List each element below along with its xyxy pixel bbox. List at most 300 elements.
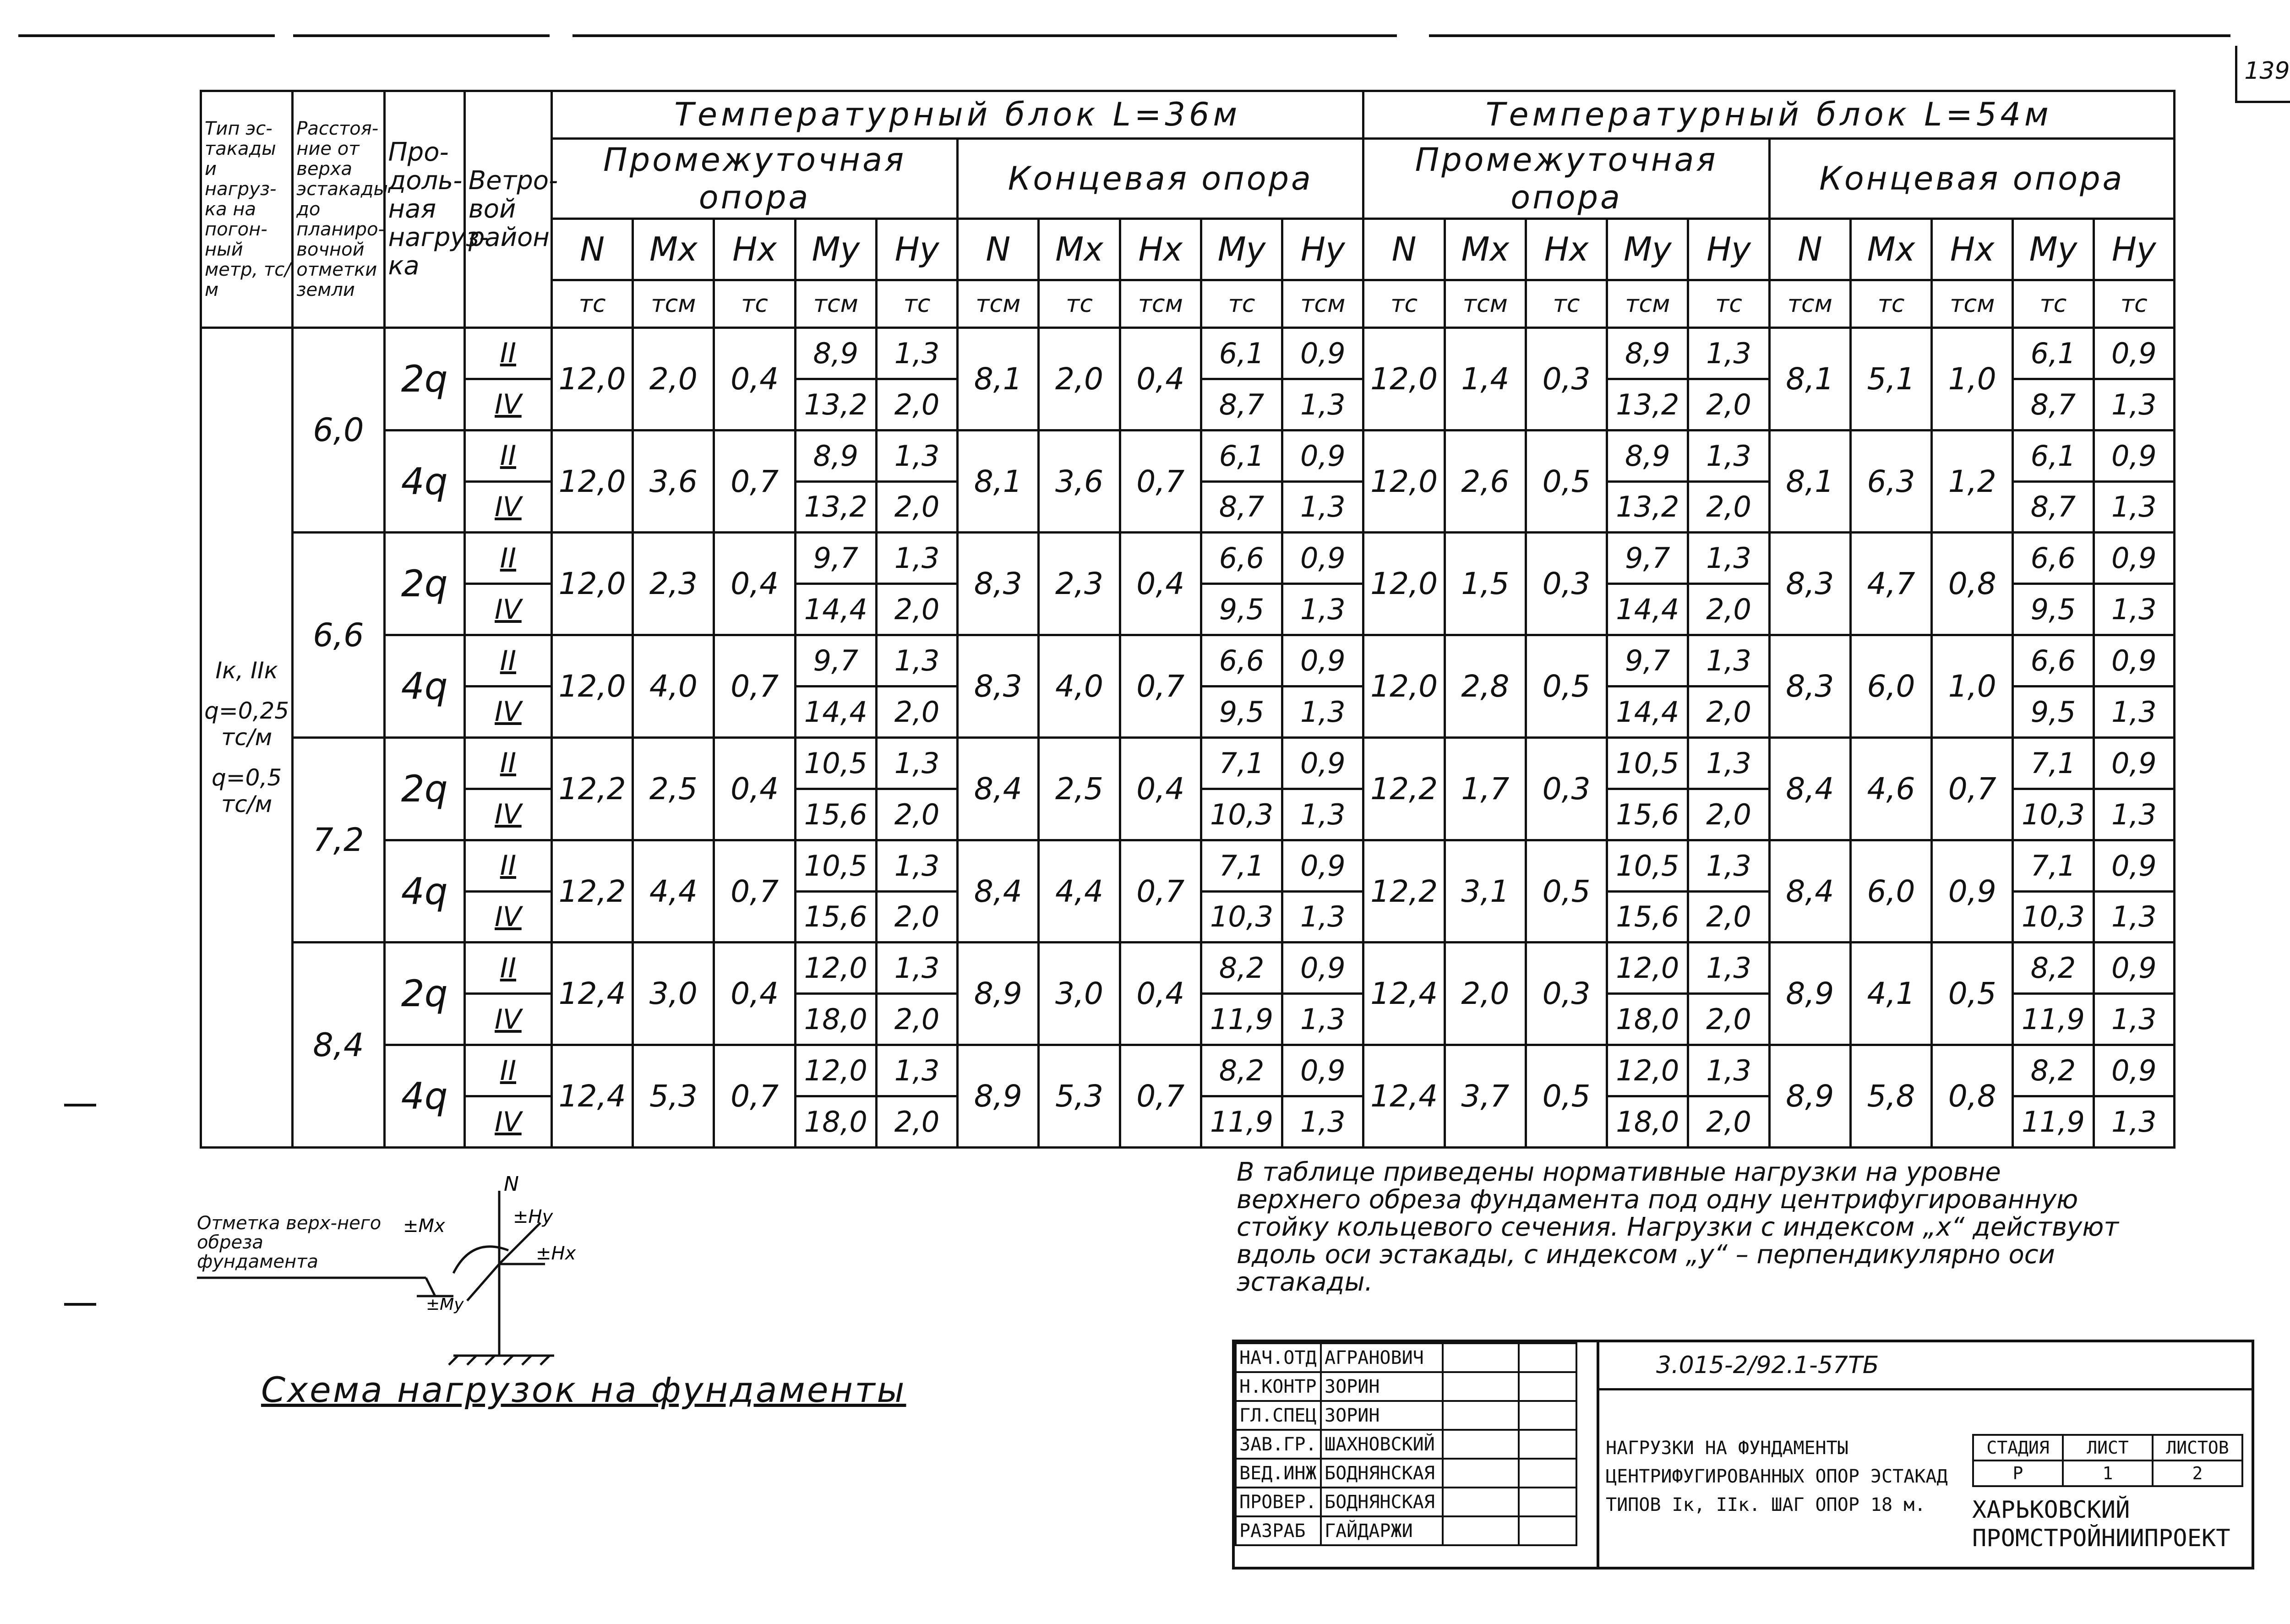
header-intermediate-36: Промежуточная опора <box>552 138 958 218</box>
sheet-value: 1 <box>2063 1461 2153 1486</box>
value-cell: 1,5 <box>1445 533 1526 635</box>
top-border-line <box>1429 34 2230 37</box>
document-code: 3.015-2/92.1-57ТБ <box>1656 1352 1879 1379</box>
name-cell: ГАЙДАРЖИ <box>1321 1516 1443 1545</box>
value-cell: 7,1 <box>1201 737 1282 789</box>
value-cell: 1,3 <box>876 533 957 584</box>
header-var-Hx: Hx <box>1526 218 1607 280</box>
value-cell: 10,3 <box>1201 789 1282 840</box>
value-cell: 0,7 <box>1932 737 2013 840</box>
value-cell: 8,7 <box>1201 481 1282 533</box>
title-block <box>1232 1340 2254 1570</box>
load-cell: 2q <box>384 737 464 840</box>
value-cell: 1,3 <box>1282 687 1363 738</box>
value-cell: 2,0 <box>876 379 957 430</box>
margin-mark <box>64 1104 96 1106</box>
value-cell: 15,6 <box>795 891 876 943</box>
load-cell: 4q <box>384 1045 464 1148</box>
value-cell: 14,4 <box>795 687 876 738</box>
header-unit: тс <box>2094 280 2174 328</box>
page-number: 139 <box>2235 46 2290 103</box>
value-cell: 12,0 <box>552 533 633 635</box>
header-unit: тсм <box>1607 280 1688 328</box>
value-cell: 2,0 <box>876 481 957 533</box>
header-var-My: My <box>2013 218 2094 280</box>
value-cell: 0,3 <box>1526 737 1607 840</box>
value-cell: 2,0 <box>1688 379 1769 430</box>
value-cell: 0,7 <box>1120 635 1201 738</box>
value-cell: 6,6 <box>2013 635 2094 687</box>
value-cell: 1,2 <box>1932 430 2013 533</box>
value-cell: 14,4 <box>1607 584 1688 635</box>
value-cell: 0,8 <box>1932 1045 2013 1148</box>
value-cell: 5,3 <box>1039 1045 1120 1148</box>
value-cell: 4,4 <box>1039 840 1120 943</box>
role-cell: ВЕД.ИНЖ <box>1236 1459 1321 1488</box>
value-cell: 18,0 <box>795 1096 876 1148</box>
label-Mx: ±Mx <box>403 1215 445 1237</box>
value-cell: 8,3 <box>958 533 1039 635</box>
value-cell: 4,1 <box>1850 943 1931 1045</box>
value-cell: 2,0 <box>876 994 957 1045</box>
value-cell: 13,2 <box>1607 379 1688 430</box>
table-row <box>201 327 2175 379</box>
value-cell: 0,5 <box>1526 840 1607 943</box>
value-cell: 8,9 <box>1769 943 1850 1045</box>
distance-cell: 6,0 <box>293 327 384 533</box>
value-cell: 0,9 <box>2094 327 2174 379</box>
value-cell: 12,4 <box>1363 1045 1445 1148</box>
value-cell: 9,7 <box>1607 635 1688 687</box>
wind-region-cell: II <box>464 327 551 379</box>
wind-region-cell: IV <box>464 584 551 635</box>
value-cell: 1,3 <box>1688 1045 1769 1096</box>
value-cell: 0,9 <box>1282 327 1363 379</box>
value-cell: 12,4 <box>552 943 633 1045</box>
value-cell: 11,9 <box>2013 1096 2094 1148</box>
header-unit: тс <box>876 280 957 328</box>
stamp-hline <box>1599 1388 2252 1390</box>
header-end-54: Концевая опора <box>1769 138 2174 218</box>
value-cell: 6,1 <box>1201 327 1282 379</box>
header-var-Hx: Hx <box>1120 218 1201 280</box>
value-cell: 4,0 <box>1039 635 1120 738</box>
top-border-line <box>18 34 275 37</box>
value-cell: 12,0 <box>1363 327 1445 430</box>
header-unit: тс <box>1201 280 1282 328</box>
value-cell: 0,4 <box>714 327 795 430</box>
value-cell: 1,7 <box>1445 737 1526 840</box>
margin-mark <box>64 1303 96 1306</box>
value-cell: 1,3 <box>1282 789 1363 840</box>
date-cell <box>1519 1343 1576 1372</box>
date-cell <box>1519 1401 1576 1430</box>
signature-cell <box>1443 1430 1519 1459</box>
value-cell: 2,0 <box>876 1096 957 1148</box>
value-cell: 3,6 <box>1039 430 1120 533</box>
value-cell: 8,3 <box>958 635 1039 738</box>
table-row <box>201 635 2175 687</box>
header-unit: тсм <box>1932 280 2013 328</box>
value-cell: 3,1 <box>1445 840 1526 943</box>
organization-name: ХАРЬКОВСКИЙ ПРОМСТРОЙНИИПРОЕКТ <box>1972 1496 2230 1552</box>
value-cell: 0,9 <box>1282 430 1363 481</box>
header-var-Mx: Mx <box>1850 218 1931 280</box>
stage-table <box>1972 1434 2243 1487</box>
value-cell: 6,1 <box>2013 430 2094 481</box>
header-var-Hx: Hx <box>1932 218 2013 280</box>
value-cell: 9,5 <box>1201 687 1282 738</box>
value-cell: 8,2 <box>2013 943 2094 994</box>
value-cell: 2,8 <box>1445 635 1526 738</box>
header-unit: тсм <box>795 280 876 328</box>
value-cell: 8,4 <box>1769 840 1850 943</box>
value-cell: 0,5 <box>1526 1045 1607 1148</box>
value-cell: 8,2 <box>1201 1045 1282 1096</box>
value-cell: 2,5 <box>1039 737 1120 840</box>
name-cell: ЗОРИН <box>1321 1401 1443 1430</box>
value-cell: 8,9 <box>1607 327 1688 379</box>
value-cell: 1,3 <box>876 430 957 481</box>
value-cell: 1,3 <box>1282 1096 1363 1148</box>
value-cell: 0,5 <box>1932 943 2013 1045</box>
value-cell: 13,2 <box>795 379 876 430</box>
value-cell: 8,9 <box>958 1045 1039 1148</box>
header-unit: тсм <box>633 280 714 328</box>
value-cell: 2,0 <box>876 584 957 635</box>
value-cell: 0,4 <box>1120 943 1201 1045</box>
value-cell: 1,3 <box>1688 533 1769 584</box>
value-cell: 10,5 <box>795 840 876 891</box>
value-cell: 1,4 <box>1445 327 1526 430</box>
signatures-table <box>1235 1342 1577 1546</box>
value-cell: 15,6 <box>1607 789 1688 840</box>
load-cell: 2q <box>384 327 464 430</box>
value-cell: 12,4 <box>552 1045 633 1148</box>
type-q2: q=0,5 тс/м <box>212 764 282 818</box>
signature-row <box>1236 1488 1576 1516</box>
value-cell: 10,3 <box>2013 789 2094 840</box>
header-block-54: Температурный блок L=54м <box>1363 91 2175 139</box>
value-cell: 12,0 <box>1607 943 1688 994</box>
value-cell: 18,0 <box>1607 994 1688 1045</box>
sheets-value: 2 <box>2153 1461 2242 1486</box>
value-cell: 4,7 <box>1850 533 1931 635</box>
wind-region-cell: II <box>464 1045 551 1096</box>
value-cell: 9,7 <box>795 533 876 584</box>
value-cell: 0,9 <box>1282 533 1363 584</box>
header-unit: тсм <box>958 280 1039 328</box>
header-type: Тип эс-такады и нагруз-ка на погон-ный метр, тс/м <box>201 91 293 328</box>
value-cell: 0,9 <box>2094 635 2174 687</box>
value-cell: 1,3 <box>876 635 957 687</box>
value-cell: 0,9 <box>1282 840 1363 891</box>
value-cell: 8,3 <box>1769 533 1850 635</box>
value-cell: 1,3 <box>2094 994 2174 1045</box>
value-cell: 0,5 <box>1526 430 1607 533</box>
value-cell: 1,0 <box>1932 327 2013 430</box>
value-cell: 8,1 <box>958 327 1039 430</box>
date-cell <box>1519 1430 1576 1459</box>
value-cell: 2,0 <box>1688 891 1769 943</box>
value-cell: 1,3 <box>2094 789 2174 840</box>
header-var-Hy: Hy <box>2094 218 2174 280</box>
value-cell: 12,2 <box>1363 737 1445 840</box>
value-cell: 2,0 <box>1039 327 1120 430</box>
value-cell: 8,1 <box>1769 430 1850 533</box>
value-cell: 0,7 <box>1120 430 1201 533</box>
value-cell: 4,6 <box>1850 737 1931 840</box>
value-cell: 8,4 <box>958 840 1039 943</box>
signature-row <box>1236 1372 1576 1401</box>
value-cell: 2,0 <box>876 891 957 943</box>
label-Hx: ±Hx <box>536 1243 576 1264</box>
value-cell: 5,1 <box>1850 327 1931 430</box>
value-cell: 2,3 <box>1039 533 1120 635</box>
header-unit: тсм <box>1120 280 1201 328</box>
drawing-title: НАГРУЗКИ НА ФУНДАМЕНТЫ ЦЕНТРИФУГИРОВАННЫХ ОПОР ЭСТАКАД ТИПОВ Iк, IIк. ШАГ ОПОР 18 м. <box>1606 1438 1948 1515</box>
value-cell: 1,3 <box>876 840 957 891</box>
value-cell: 2,3 <box>633 533 714 635</box>
header-intermediate-54: Промежуточная опора <box>1363 138 1769 218</box>
header-unit: тсм <box>1769 280 1850 328</box>
value-cell: 5,3 <box>633 1045 714 1148</box>
value-cell: 8,3 <box>1769 635 1850 738</box>
value-cell: 1,3 <box>1282 584 1363 635</box>
value-cell: 0,9 <box>2094 1045 2174 1096</box>
header-var-Hy: Hy <box>1282 218 1363 280</box>
signature-row <box>1236 1459 1576 1488</box>
value-cell: 1,3 <box>1688 737 1769 789</box>
value-cell: 10,3 <box>2013 891 2094 943</box>
value-cell: 6,6 <box>1201 635 1282 687</box>
wind-region-cell: IV <box>464 994 551 1045</box>
value-cell: 8,7 <box>1201 379 1282 430</box>
loads-table <box>200 90 2176 1149</box>
value-cell: 8,9 <box>958 943 1039 1045</box>
value-cell: 3,0 <box>1039 943 1120 1045</box>
header-unit: тсм <box>1445 280 1526 328</box>
header-unit: тс <box>1850 280 1931 328</box>
value-cell: 12,0 <box>795 943 876 994</box>
value-cell: 0,7 <box>714 840 795 943</box>
value-cell: 0,7 <box>714 635 795 738</box>
value-cell: 1,3 <box>1282 379 1363 430</box>
wind-region-cell: IV <box>464 891 551 943</box>
header-unit: тс <box>1363 280 1445 328</box>
value-cell: 1,3 <box>2094 1096 2174 1148</box>
date-cell <box>1519 1372 1576 1401</box>
role-cell: ЗАВ.ГР. <box>1236 1430 1321 1459</box>
value-cell: 5,8 <box>1850 1045 1931 1148</box>
value-cell: 6,6 <box>1201 533 1282 584</box>
value-cell: 6,1 <box>2013 327 2094 379</box>
value-cell: 0,3 <box>1526 943 1607 1045</box>
wind-region-cell: II <box>464 635 551 687</box>
wind-region-cell: IV <box>464 481 551 533</box>
header-end-36: Концевая опора <box>958 138 1363 218</box>
signature-cell <box>1443 1343 1519 1372</box>
value-cell: 1,3 <box>1688 840 1769 891</box>
role-cell: ПРОВЕР. <box>1236 1488 1321 1516</box>
value-cell: 2,0 <box>633 327 714 430</box>
header-var-Hx: Hx <box>714 218 795 280</box>
value-cell: 8,9 <box>795 430 876 481</box>
value-cell: 0,4 <box>1120 533 1201 635</box>
value-cell: 1,3 <box>2094 584 2174 635</box>
wind-region-cell: IV <box>464 379 551 430</box>
value-cell: 0,4 <box>714 533 795 635</box>
name-cell: ШАХНОВСКИЙ <box>1321 1430 1443 1459</box>
distance-cell: 8,4 <box>293 943 384 1148</box>
value-cell: 6,0 <box>1850 840 1931 943</box>
label-foundation-mark: Отметка верх-него обреза фундамента <box>197 1213 382 1272</box>
scheme-title: Схема нагрузок на фундаменты <box>261 1369 906 1410</box>
header-var-Hy: Hy <box>1688 218 1769 280</box>
name-cell: БОДНЯНСКАЯ <box>1321 1488 1443 1516</box>
type-cell <box>201 327 293 1147</box>
signature-row <box>1236 1516 1576 1545</box>
value-cell: 0,4 <box>1120 327 1201 430</box>
value-cell: 1,3 <box>2094 379 2174 430</box>
header-unit: тс <box>2013 280 2094 328</box>
date-cell <box>1519 1459 1576 1488</box>
value-cell: 2,0 <box>1445 943 1526 1045</box>
wind-region-cell: II <box>464 430 551 481</box>
value-cell: 12,0 <box>1363 430 1445 533</box>
value-cell: 15,6 <box>795 789 876 840</box>
header-longitudinal: Про-доль-ная нагруз-ка <box>384 91 464 328</box>
load-cell: 4q <box>384 635 464 738</box>
value-cell: 12,2 <box>552 840 633 943</box>
header-var-My: My <box>1607 218 1688 280</box>
header-unit: тс <box>1526 280 1607 328</box>
header-var-N: N <box>1363 218 1445 280</box>
value-cell: 18,0 <box>1607 1096 1688 1148</box>
value-cell: 12,0 <box>1363 635 1445 738</box>
value-cell: 8,1 <box>1769 327 1850 430</box>
label-Hy: ±Hy <box>513 1206 553 1227</box>
header-var-Mx: Mx <box>1039 218 1120 280</box>
value-cell: 18,0 <box>795 994 876 1045</box>
date-cell <box>1519 1516 1576 1545</box>
value-cell: 1,3 <box>2094 891 2174 943</box>
value-cell: 2,0 <box>1688 994 1769 1045</box>
value-cell: 8,9 <box>1769 1045 1850 1148</box>
stamp-divider <box>1597 1342 1599 1567</box>
signature-row <box>1236 1401 1576 1430</box>
load-cell: 4q <box>384 430 464 533</box>
signature-cell <box>1443 1516 1519 1545</box>
load-cell: 2q <box>384 533 464 635</box>
wind-region-cell: IV <box>464 789 551 840</box>
value-cell: 9,5 <box>2013 687 2094 738</box>
value-cell: 8,2 <box>2013 1045 2094 1096</box>
wind-region-cell: II <box>464 943 551 994</box>
value-cell: 13,2 <box>795 481 876 533</box>
value-cell: 12,2 <box>1363 840 1445 943</box>
type-q1: q=0,25 тс/м <box>204 698 289 751</box>
label-N: N <box>504 1172 519 1196</box>
wind-region-cell: II <box>464 737 551 789</box>
header-var-N: N <box>552 218 633 280</box>
header-var-Mx: Mx <box>1445 218 1526 280</box>
sheet-label: ЛИСТ <box>2063 1435 2153 1461</box>
value-cell: 3,0 <box>633 943 714 1045</box>
value-cell: 14,4 <box>1607 687 1688 738</box>
value-cell: 12,0 <box>795 1045 876 1096</box>
header-block-36: Температурный блок L=36м <box>552 91 1363 139</box>
value-cell: 0,3 <box>1526 327 1607 430</box>
header-var-My: My <box>1201 218 1282 280</box>
value-cell: 8,9 <box>1607 430 1688 481</box>
value-cell: 0,9 <box>2094 737 2174 789</box>
type-type: Iк, IIк <box>215 657 278 684</box>
value-cell: 1,3 <box>876 943 957 994</box>
value-cell: 11,9 <box>1201 994 1282 1045</box>
value-cell: 8,9 <box>795 327 876 379</box>
value-cell: 10,5 <box>1607 737 1688 789</box>
header-unit: тс <box>714 280 795 328</box>
value-cell: 7,1 <box>2013 737 2094 789</box>
value-cell: 9,7 <box>795 635 876 687</box>
value-cell: 4,4 <box>633 840 714 943</box>
value-cell: 0,7 <box>714 430 795 533</box>
value-cell: 12,0 <box>1363 533 1445 635</box>
value-cell: 12,0 <box>1607 1045 1688 1096</box>
value-cell: 0,3 <box>1526 533 1607 635</box>
top-border-line <box>293 34 550 37</box>
value-cell: 10,5 <box>1607 840 1688 891</box>
header-var-N: N <box>1769 218 1850 280</box>
sheets-label: ЛИСТОВ <box>2153 1435 2242 1461</box>
value-cell: 1,3 <box>1282 994 1363 1045</box>
signature-row <box>1236 1430 1576 1459</box>
table-row <box>201 840 2175 891</box>
header-var-Mx: Mx <box>633 218 714 280</box>
value-cell: 1,3 <box>2094 481 2174 533</box>
value-cell: 2,0 <box>1688 1096 1769 1148</box>
value-cell: 0,9 <box>1282 635 1363 687</box>
name-cell: БОДНЯНСКАЯ <box>1321 1459 1443 1488</box>
value-cell: 8,7 <box>2013 481 2094 533</box>
value-cell: 0,8 <box>1932 533 2013 635</box>
value-cell: 1,3 <box>1688 430 1769 481</box>
header-var-My: My <box>795 218 876 280</box>
hy-arrow <box>499 1223 540 1264</box>
value-cell: 1,3 <box>1688 635 1769 687</box>
value-cell: 0,4 <box>714 737 795 840</box>
value-cell: 1,3 <box>1282 481 1363 533</box>
header-wind: Ветро-вой район <box>464 91 551 328</box>
value-cell: 10,5 <box>795 737 876 789</box>
my-arrow <box>467 1264 499 1301</box>
value-cell: 7,1 <box>1201 840 1282 891</box>
value-cell: 0,4 <box>1120 737 1201 840</box>
value-cell: 11,9 <box>2013 994 2094 1045</box>
load-cell: 2q <box>384 943 464 1045</box>
signature-cell <box>1443 1401 1519 1430</box>
header-unit: тс <box>1039 280 1120 328</box>
distance-cell: 7,2 <box>293 737 384 943</box>
header-distance: Расстоя-ние от верха эстакады до планиро-вочной отметки земли <box>293 91 384 328</box>
value-cell: 0,9 <box>1282 943 1363 994</box>
value-cell: 6,0 <box>1850 635 1931 738</box>
wind-region-cell: IV <box>464 1096 551 1148</box>
value-cell: 7,1 <box>2013 840 2094 891</box>
name-cell: ЗОРИН <box>1321 1372 1443 1401</box>
value-cell: 12,0 <box>552 327 633 430</box>
